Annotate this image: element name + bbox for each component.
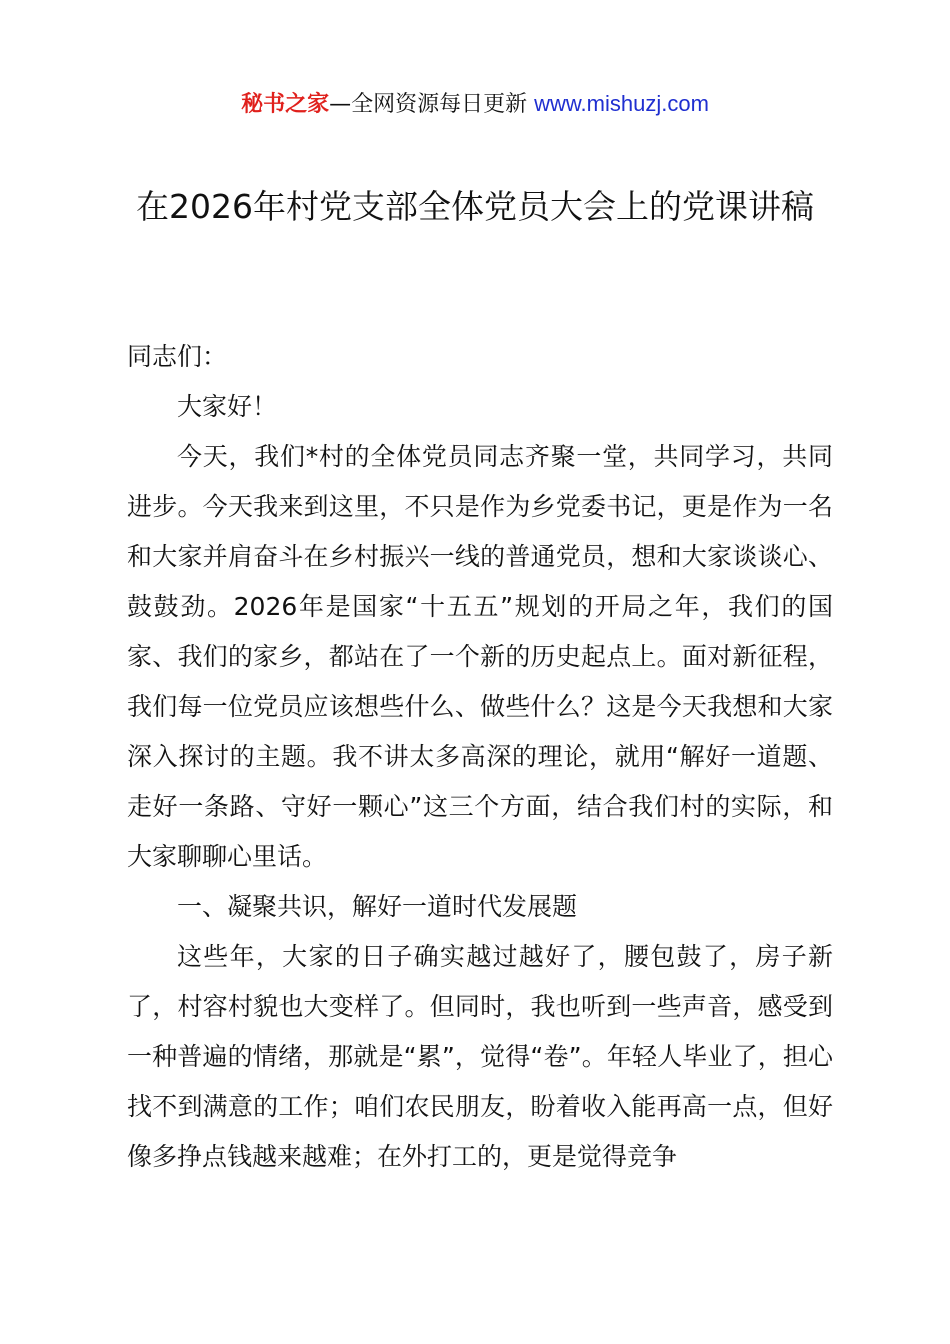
- body-paragraph: 今天，我们*村的全体党员同志齐聚一堂，共同学习，共同进步。今天我来到这里，不只是作为乡党委书记，更是作为一名和大家并肩奋斗在乡村振兴一线的普通党员，想和大家谈谈心、鼓鼓劲。2026年是国家“十五五”规划的开局之年，我们的国家、我们的家乡，都站在了一个新的历史起点上。面对新征程，我们每一位党员应该想些什么、做些什么？这是今天我想和大家深入探讨的主题。我不讲太多高深的理论，就用“解好一道题、走好一条路、守好一颗心”这三个方面，结合我们村的实际，和大家聊聊心里话。: [127, 442, 833, 871]
- salutation: 同志们：: [127, 342, 228, 371]
- body-paragraph: 这些年，大家的日子确实越过越好了，腰包鼓了，房子新了，村容村貌也大变样了。但同时，我也听到一些声音，感受到一种普遍的情绪，那就是“累”，觉得“卷”。年轻人毕业了，担心找不到满意的工作；咱们农民朋友，盼着收入能再高一点，但好像多挣点钱越来越难；在外打工的，更是觉得竞争: [127, 942, 833, 1171]
- document-body: [127, 332, 833, 1182]
- header-tagline: —全网资源每日更新: [329, 92, 528, 117]
- brand-name: 秘书之家: [241, 92, 330, 117]
- greeting: 大家好！: [177, 392, 278, 421]
- site-url-link[interactable]: www.mishuzj.com: [534, 91, 709, 116]
- document-title: 在2026年村党支部全体党员大会上的党课讲稿: [136, 187, 814, 226]
- site-header: [0, 88, 950, 121]
- section-heading: 一、凝聚共识，解好一道时代发展题: [177, 892, 578, 921]
